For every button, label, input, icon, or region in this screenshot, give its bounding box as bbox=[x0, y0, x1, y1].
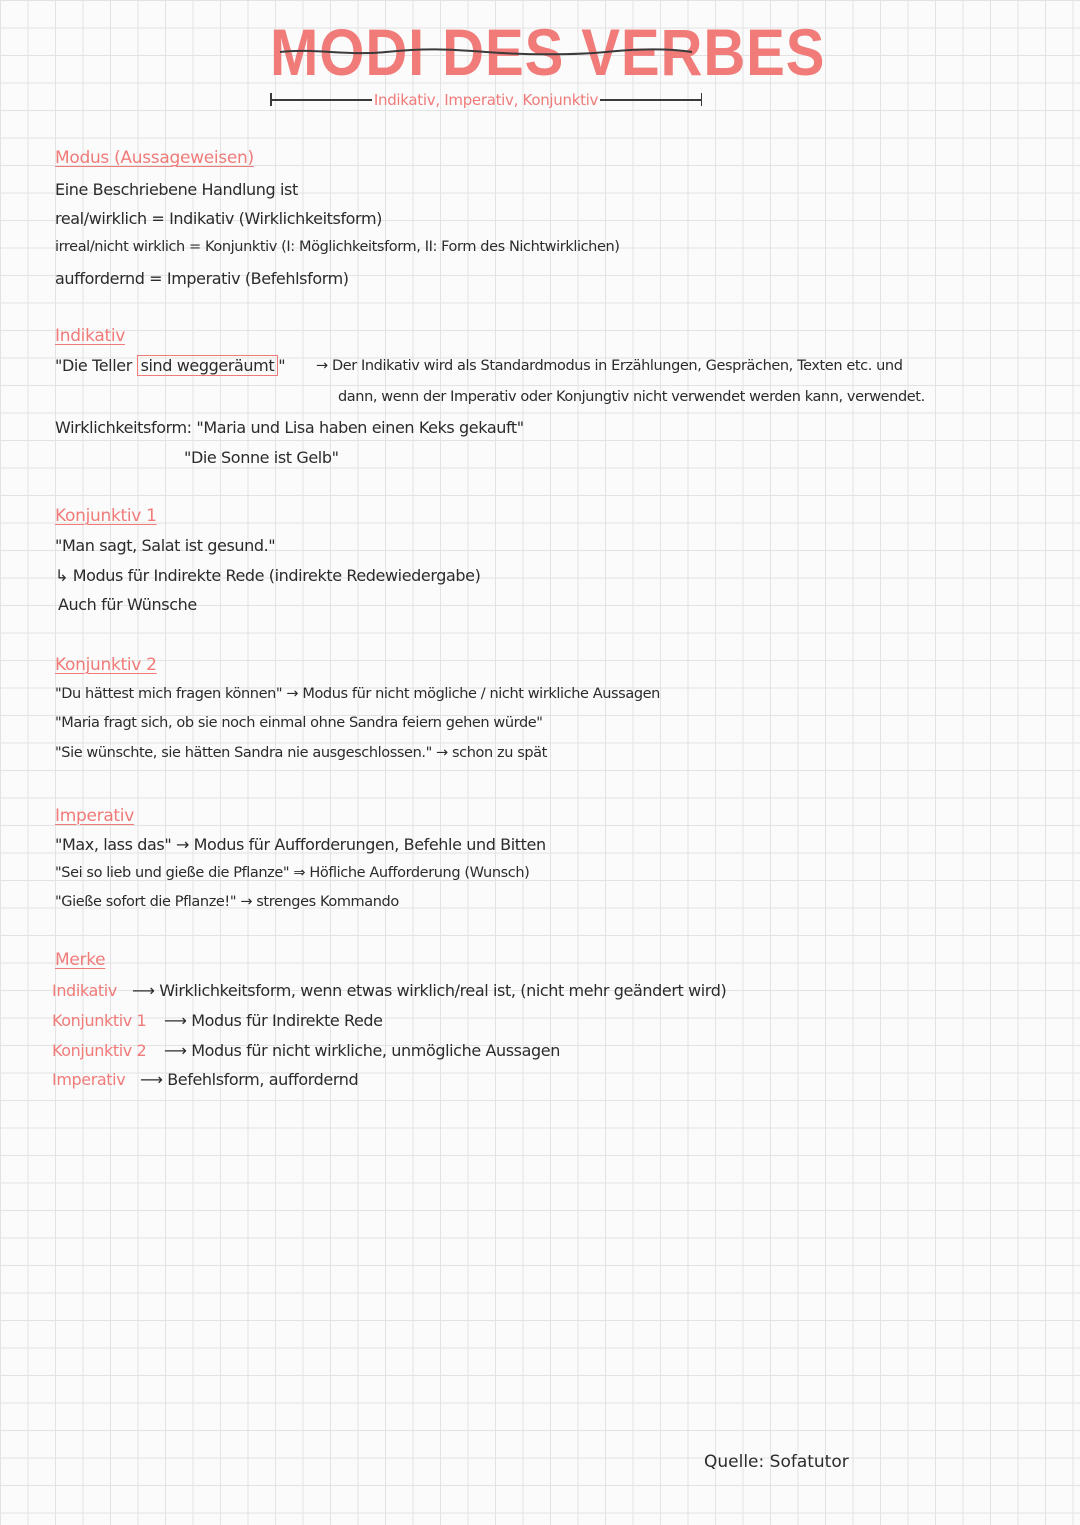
modus-line: Eine Beschriebene Handlung ist bbox=[55, 180, 298, 199]
indikativ-example bbox=[55, 356, 285, 375]
imperativ-line: "Gieße sofort die Pflanze!" → strenges Kommando bbox=[55, 894, 399, 910]
title-strike-decoration bbox=[276, 40, 696, 64]
indikativ-wirklichkeitsform: Wirklichkeitsform: "Maria und Lisa haben einen Keks gekauft" bbox=[55, 418, 524, 437]
imperativ-line: "Max, lass das" → Modus für Aufforderungen, Befehle und Bitten bbox=[55, 835, 546, 854]
subtitle-row bbox=[270, 88, 702, 112]
merke-definition: ⟶ Modus für nicht wirkliche, unmögliche Aussagen bbox=[164, 1041, 560, 1060]
konjunktiv1-line: "Man sagt, Salat ist gesund." bbox=[55, 536, 276, 555]
konjunktiv1-line: ↳ Modus für Indirekte Rede (indirekte Redewiedergabe) bbox=[55, 566, 481, 585]
page-title: MODI DES VERBES bbox=[270, 15, 826, 89]
konjunktiv2-line: "Maria fragt sich, ob sie noch einmal ohne Sandra feiern gehen würde" bbox=[55, 715, 543, 731]
merke-heading: Merke bbox=[55, 950, 106, 970]
indikativ-explanation: dann, wenn der Imperativ oder Konjungtiv nicht verwendet werden kann, verwendet. bbox=[338, 389, 925, 405]
merke-definition: ⟶ Wirklichkeitsform, wenn etwas wirklich/real ist, (nicht mehr geändert wird) bbox=[132, 981, 727, 1000]
merke-term: Imperativ bbox=[52, 1070, 126, 1089]
konjunktiv2-line: "Sie wünschte, sie hätten Sandra nie ausgeschlossen." → schon zu spät bbox=[55, 745, 547, 761]
modus-line: real/wirklich = Indikativ (Wirklichkeitsform) bbox=[55, 209, 382, 228]
merke-term: Konjunktiv 1 bbox=[52, 1011, 147, 1030]
indikativ-example-end: " bbox=[278, 356, 286, 375]
indikativ-example-start: "Die Teller bbox=[55, 356, 132, 375]
subtitle: Indikativ, Imperativ, Konjunktiv bbox=[373, 91, 599, 109]
merke-definition: ⟶ Modus für Indirekte Rede bbox=[164, 1011, 383, 1030]
modus-heading: Modus (Aussageweisen) bbox=[55, 148, 254, 168]
konjunktiv1-line: Auch für Wünsche bbox=[58, 595, 197, 614]
subtitle-line-right bbox=[600, 99, 702, 101]
source-note: Quelle: Sofatutor bbox=[704, 1452, 849, 1472]
konjunktiv1-heading: Konjunktiv 1 bbox=[55, 506, 157, 526]
konjunktiv2-heading: Konjunktiv 2 bbox=[55, 655, 157, 675]
modus-line: irreal/nicht wirklich = Konjunktiv (I: Möglichkeitsform, II: Form des Nichtwirklichen) bbox=[55, 239, 620, 255]
subtitle-line-left bbox=[270, 99, 372, 101]
konjunktiv2-line: "Du hättest mich fragen können" → Modus für nicht mögliche / nicht wirkliche Aussagen bbox=[55, 686, 660, 702]
imperativ-line: "Sei so lieb und gieße die Pflanze" ⇒ Höfliche Aufforderung (Wunsch) bbox=[55, 865, 530, 881]
indikativ-explanation: → Der Indikativ wird als Standardmodus in Erzählungen, Gesprächen, Texten etc. und bbox=[316, 358, 903, 374]
indikativ-heading: Indikativ bbox=[55, 326, 126, 346]
merke-term: Indikativ bbox=[52, 981, 117, 1000]
indikativ-wirklichkeitsform: "Die Sonne ist Gelb" bbox=[184, 448, 339, 467]
modus-line: auffordernd = Imperativ (Befehlsform) bbox=[55, 269, 349, 288]
imperativ-heading: Imperativ bbox=[55, 806, 134, 826]
indikativ-example-highlight: sind weggeräumt bbox=[137, 355, 279, 376]
merke-definition: ⟶ Befehlsform, auffordernd bbox=[140, 1070, 359, 1089]
merke-term: Konjunktiv 2 bbox=[52, 1041, 147, 1060]
